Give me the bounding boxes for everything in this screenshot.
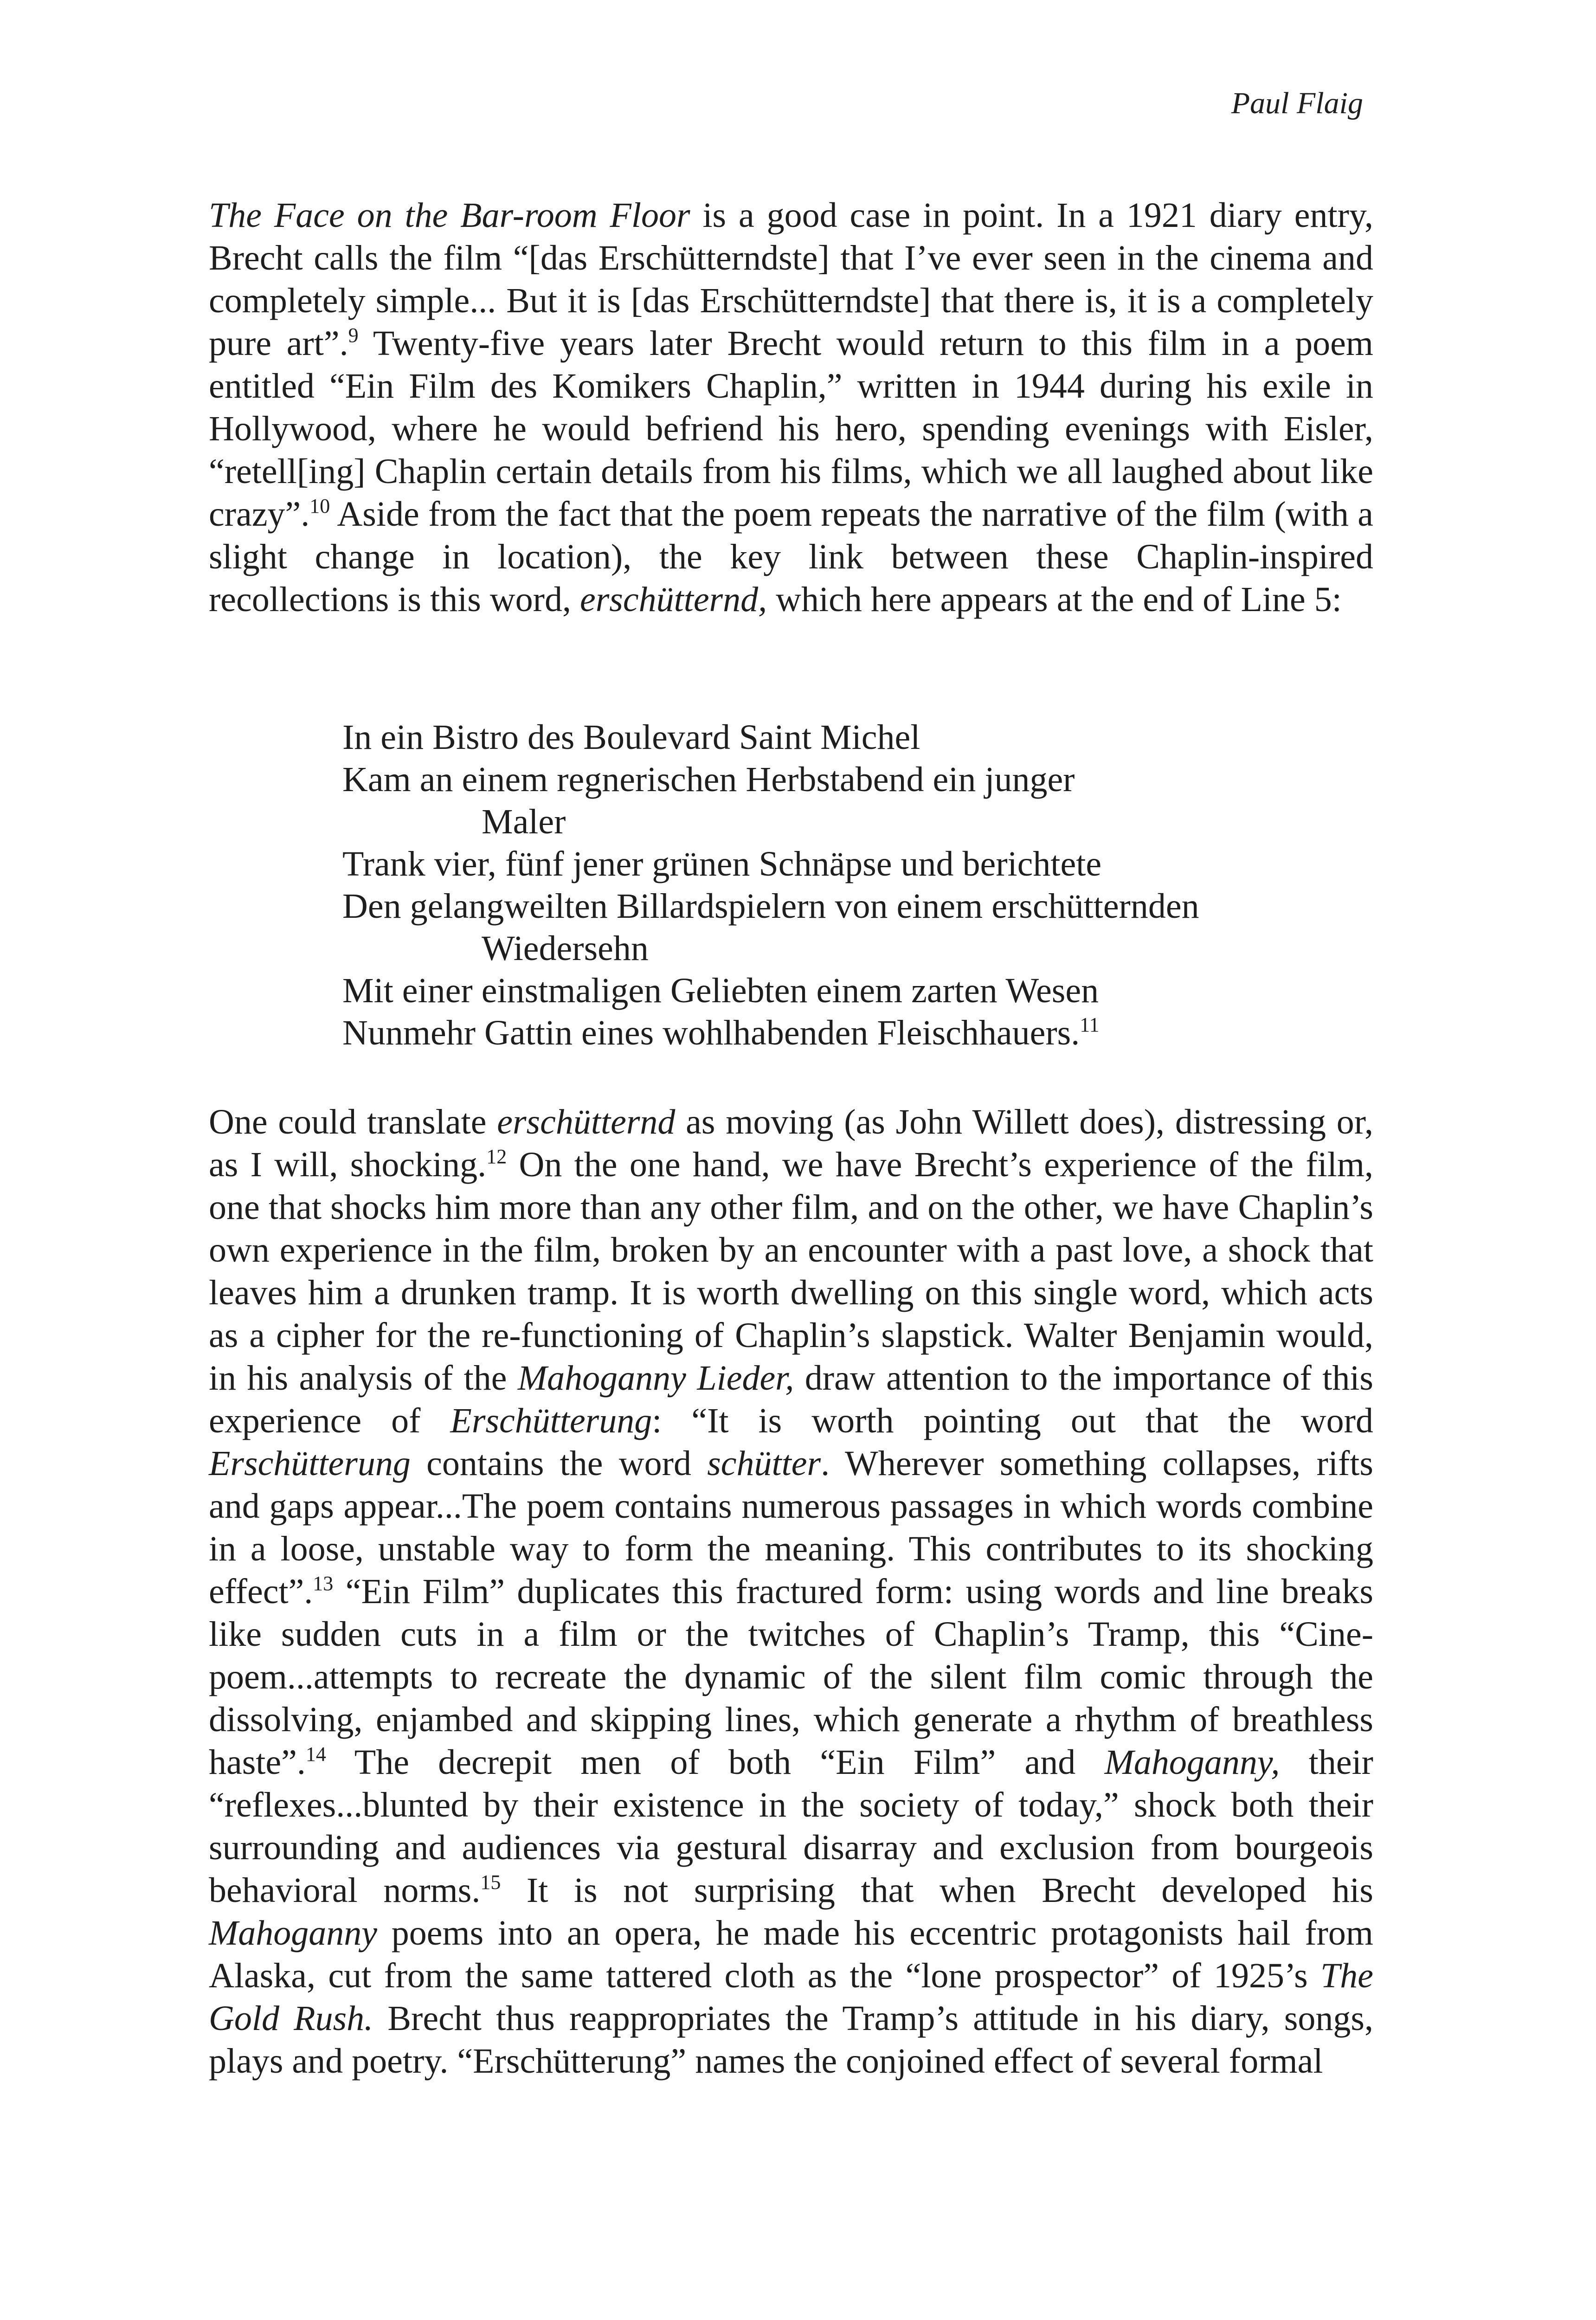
paragraph-text: which here appears at the end of Line 5: <box>767 580 1342 619</box>
poem-line <box>342 1012 1199 1054</box>
paragraph-text: is a good case in point. In a 1921 diary entry, Brecht calls the film “[das Erschütterndste] that I’ve ever seen in the cinema and completely simple... But it is [das Erschütterndste] that there is, it is a completely pure art”. <box>209 196 1373 363</box>
emphasized-word: Erschütterung <box>209 1444 411 1483</box>
poem-line: In ein Bistro des Boulevard Saint Michel <box>342 718 920 757</box>
paragraph-text: . Wherever something collapses, rifts and gaps appear...The poem contains numerous passages in which words combine in a loose, unstable way to form the meaning. This contributes to its shocking effect”. <box>209 1444 1373 1611</box>
emphasized-title: Mahoganny Lieder, <box>517 1359 794 1398</box>
emphasized-word: erschütternd, <box>579 580 767 619</box>
emphasized-title: Mahoganny, <box>1104 1743 1280 1782</box>
footnote-ref-15[interactable]: 15 <box>480 1871 501 1894</box>
paragraph-text: contains the word <box>410 1444 708 1483</box>
paragraph-text: Aside from the fact that the poem repeats the narrative of the film (with a slight change in location), the key link between these Chaplin-inspired recollections is this word, <box>209 495 1373 619</box>
footnote-ref-14[interactable]: 14 <box>305 1743 326 1766</box>
footnote-ref-10[interactable]: 10 <box>309 495 330 517</box>
paragraph-text: draw attention to the importance of this experience of <box>209 1359 1374 1440</box>
paragraph-text: On the one hand, we have Brecht’s experience of the film, one that shocks him more than any other film, and on the other, we have Chaplin’s own experience in the film, broken by an encounter with a past love, a shock that leaves him a drunken tramp. It is worth dwelling on this single word, which acts as a cipher for the re-functioning of Chaplin’s slapstick. Walter Benjamin would, in his analysis of the <box>209 1145 1373 1398</box>
emphasized-word: Erschütterung <box>450 1401 652 1440</box>
paragraph-text: as moving (as John Willett does), distressing or, as I will, shocking. <box>209 1102 1373 1184</box>
emphasized-title: The Gold Rush. <box>209 1956 1373 2038</box>
poem-line: Mit einer einstmaligen Geliebten einem zarten Wesen <box>342 971 1099 1010</box>
paragraph-text: The decrepit men of both “Ein Film” and <box>326 1743 1105 1782</box>
paragraph-text: their “reflexes...blunted by their existence in the society of today,” shock both their surrounding and audiences via gestural disarray and exclusion from bourgeois behavioral norms. <box>209 1743 1373 1910</box>
running-header-author: Paul Flaig <box>1231 86 1363 120</box>
paragraph-text: Twenty-five years later Brecht would return to this film in a poem entitled “Ein Film des Komikers Chaplin,” written in 1944 during his exile in Hollywood, where he would befriend his hero, spending evenings with Eisler, “retell[ing] Chaplin certain details from his films, which we all laughed about like crazy”. <box>209 324 1373 534</box>
poem-line-continuation: Wiedersehn <box>482 929 649 968</box>
emphasized-word: erschütternd <box>497 1102 676 1141</box>
emphasized-title: Mahoganny <box>209 1914 378 1953</box>
footnote-ref-12[interactable]: 12 <box>486 1145 507 1168</box>
paragraph-text: “Ein Film” duplicates this fractured form: using words and line breaks like sudden cuts in a film or the twitches of Chaplin’s Tramp, this “Cine-poem...attempts to recreate the dynamic of the silent film comic through the dissolving, enjambed and skipping lines, which generate a rhythm of breathless haste”. <box>209 1572 1373 1782</box>
paragraph-2 <box>209 1101 1373 2082</box>
film-title: The Face on the Bar-room Floor <box>209 196 690 235</box>
paragraph-text: One could translate <box>209 1102 497 1141</box>
paragraph-1 <box>209 194 1373 621</box>
paragraph-text: poems into an opera, he made his eccentric protagonists hail from Alaska, cut from the same tattered cloth as the “lone prospector” of 1925’s <box>209 1914 1373 1995</box>
poem-line: Kam an einem regnerischen Herbstabend ein junger <box>342 760 1075 799</box>
poem-line: Trank vier, fünf jener grünen Schnäpse und berichtete <box>342 844 1102 883</box>
poem-line-continuation: Maler <box>482 802 566 841</box>
emphasized-word: schütter <box>707 1444 821 1483</box>
footnote-ref-11[interactable]: 11 <box>1080 1013 1100 1036</box>
poem-line-text: Nunmehr Gattin eines wohlhabenden Fleischhauers. <box>342 1013 1080 1052</box>
paragraph-text: Brecht thus reappropriates the Tramp’s attitude in his diary, songs, plays and poetry. “Erschütterung” names the conjoined effect of several formal <box>209 1999 1373 2081</box>
footnote-ref-13[interactable]: 13 <box>313 1572 334 1595</box>
footnote-ref-9[interactable]: 9 <box>348 324 359 347</box>
paragraph-text: It is not surprising that when Brecht developed his <box>501 1871 1373 1910</box>
poem-line: Den gelangweilten Billardspielern von einem erschütternden <box>342 887 1199 926</box>
block-quote-poem <box>342 716 1199 1054</box>
paragraph-text: : “It is worth pointing out that the word <box>652 1401 1373 1440</box>
